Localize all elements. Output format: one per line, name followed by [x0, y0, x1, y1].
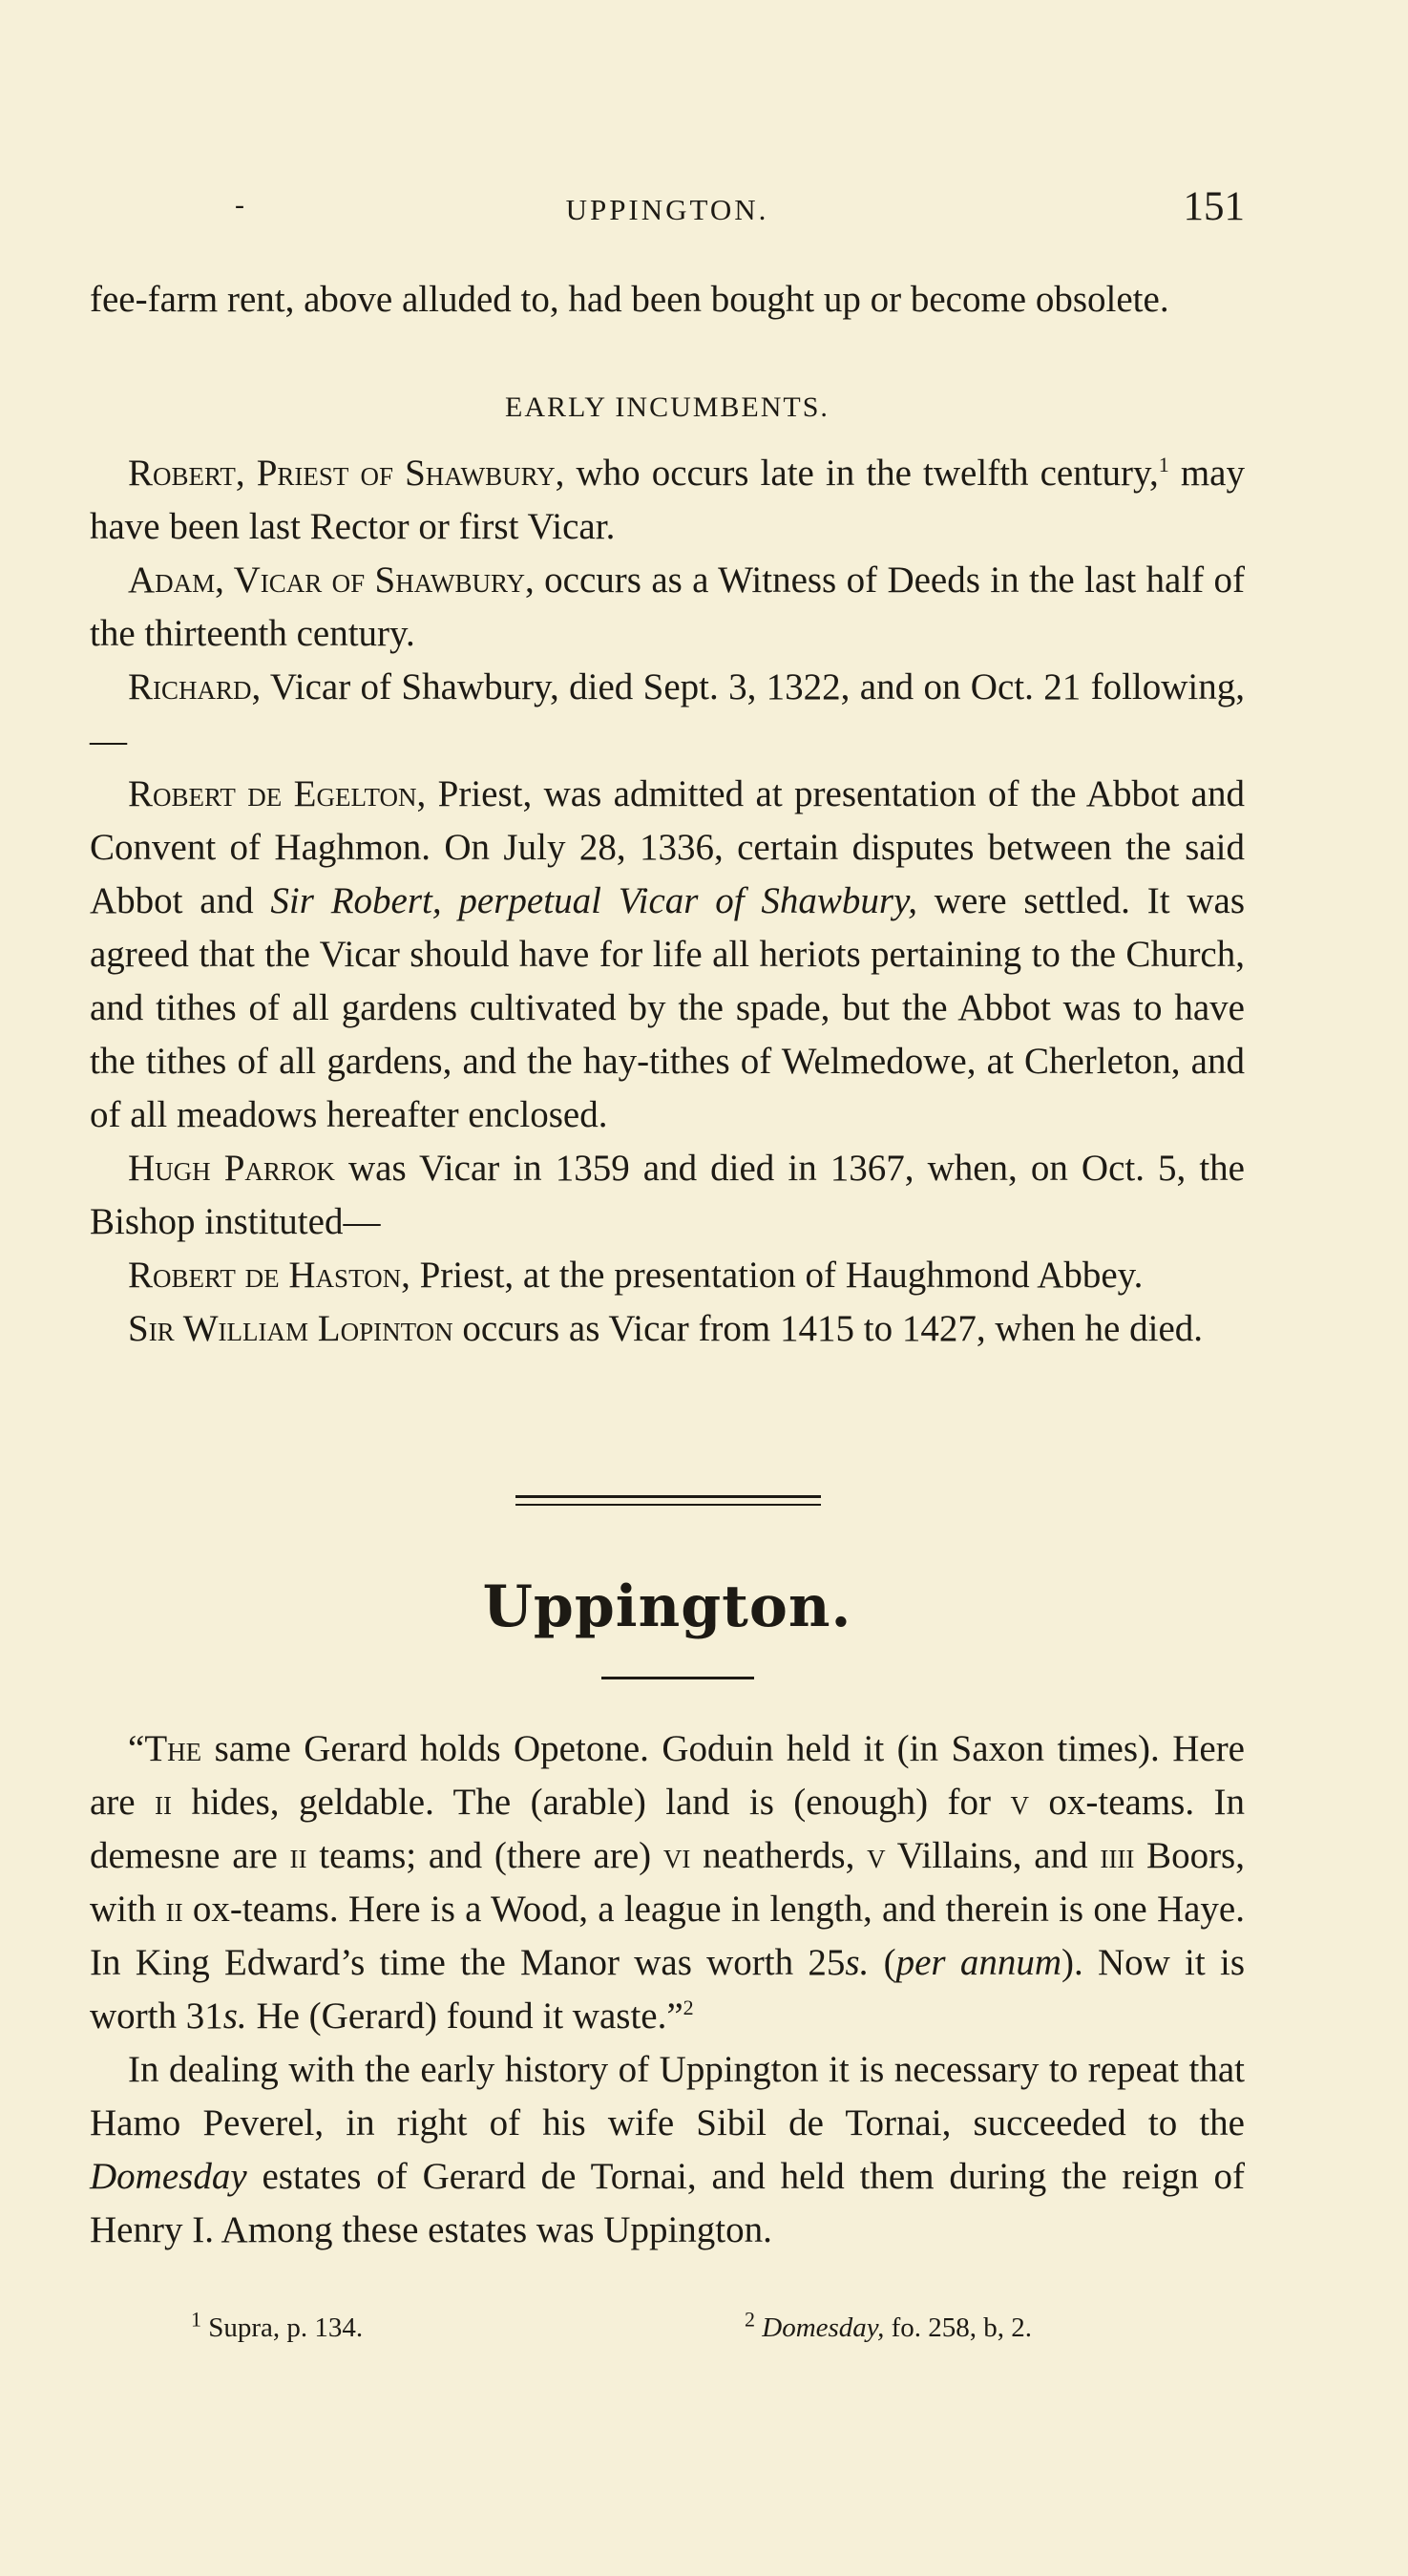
quote-text: same Gerard holds Opetone. Goduin held it (in Saxon times). Here are [90, 1728, 1245, 1823]
italic-text: Domesday [90, 2156, 247, 2197]
incumbent-entry [90, 1249, 1245, 1302]
incumbent-name: Adam, Vicar of Shawbury, [128, 560, 535, 601]
entry-text: Priest, at the presentation of Haughmond Abbey. [410, 1255, 1144, 1296]
entry-text: was Vicar in 1359 and died in 1367, when, on Oct. 5, the Bishop instituted— [90, 1148, 1245, 1242]
running-title: UPPINGTON. [565, 193, 769, 226]
entry-text: may have been last Rector or first Vicar. [90, 453, 1245, 547]
footnote-1 [191, 2307, 364, 2344]
footnote-mark: 1 [191, 2307, 201, 2332]
entry-text: occurs as Vicar from 1415 to 1427, when he died. [452, 1308, 1204, 1349]
quote-text: He (Gerard) found it waste.” [246, 1995, 683, 2037]
footnote-mark: 2 [745, 2307, 755, 2332]
italic-text: per annum [895, 1942, 1061, 1983]
domesday-quote [90, 1722, 1245, 2257]
quote-text: ox-teams. Here is a Wood, a league in length, and therein is one Haye. In King Edward’s time the Manor was worth 25 [90, 1889, 1245, 1983]
quote-text: Boors, with [90, 1835, 1245, 1930]
early-incumbents-heading: EARLY INCUMBENTS. [505, 391, 830, 423]
history-paragraph [90, 2043, 1245, 2257]
roman-numeral: ii [289, 1835, 307, 1876]
lead-word: The [144, 1728, 202, 1769]
incumbent-entry [90, 1302, 1245, 1356]
incumbent-name: Robert, Priest of Shawbury, [128, 453, 565, 494]
roman-numeral: ii [165, 1889, 183, 1930]
roman-numeral: v [1010, 1782, 1029, 1823]
quote-text: teams; and (there are) [306, 1835, 663, 1876]
footnote-text: Supra, p. 134. [201, 2312, 364, 2343]
quote-text: Villains, and [885, 1835, 1101, 1876]
footnote-2 [745, 2307, 1032, 2344]
incumbent-entry [90, 768, 1245, 1142]
footnote-text: fo. 258, b, 2. [884, 2312, 1032, 2343]
footnote-ref: 1 [1158, 453, 1169, 476]
section-title: Uppington. [482, 1573, 852, 1640]
continuation-paragraph [90, 273, 1245, 327]
paragraph-text: In dealing with the early history of Uppington it is necessary to repeat that Hamo Peverel, in right of his wife Sibil de Tornai, succeeded to the [90, 2049, 1245, 2143]
incumbent-name: Robert de Egelton, [128, 773, 427, 814]
incumbent-entry [90, 447, 1245, 554]
paragraph-text: fee-farm rent, above alluded to, had been bought up or become obsolete. [90, 279, 1169, 320]
running-head [90, 184, 1245, 235]
entry-text: Priest, was admitted at presentation of the Abbot and Convent of Haghmon. On July 28, 1336, certain disputes between the said Abbot and [90, 773, 1245, 921]
entry-text: were settled. It was agreed that the Vicar should have for life all heriots pertaining to the Church, and tithes of all gardens cultivated by the spade, but the Abbot was to have the tithes of all gardens, and the hay-tithes of Welmedowe, at Cherleton, and of all meadows hereafter enclosed. [90, 880, 1246, 1135]
incumbent-name: Richard, [128, 666, 262, 707]
roman-numeral: vi [662, 1835, 691, 1876]
incumbent-entry [90, 554, 1245, 661]
italic-text: s. [222, 1995, 247, 2037]
incumbents-list [90, 447, 1245, 1356]
quote-text: neatherds, [690, 1835, 868, 1876]
incumbent-name: Sir William Lopinton [128, 1308, 453, 1349]
paragraph-text: estates of Gerard de Tornai, and held them during the reign of Henry I. Among these estates was Uppington. [90, 2156, 1245, 2250]
quote-text: ). Now it is worth 31 [90, 1942, 1245, 2037]
quote-text: ox-teams. In demesne are [90, 1782, 1245, 1876]
incumbent-entry [90, 661, 1245, 768]
italic-text: Sir Robert, perpetual Vicar of Shawbury, [270, 880, 917, 921]
incumbent-name: Robert de Haston, [128, 1255, 410, 1296]
section-divider [515, 1495, 821, 1506]
roman-numeral: ii [155, 1782, 173, 1823]
incumbent-name: Hugh Parrok [128, 1148, 335, 1189]
quote-paragraph [90, 1722, 1245, 2043]
open-quote: “ [128, 1728, 145, 1769]
page-number: 151 [1183, 184, 1245, 229]
quote-text: hides, geldable. The (arable) land is (enough) for [172, 1782, 1011, 1823]
italic-text: Domesday, [755, 2312, 885, 2343]
quote-text: ( [869, 1942, 896, 1983]
italic-text: s. [845, 1942, 870, 1983]
roman-numeral: iiii [1100, 1835, 1135, 1876]
footnote-ref: 2 [683, 1995, 694, 2019]
incumbent-entry [90, 1142, 1245, 1249]
stray-mark: - [235, 189, 244, 221]
entry-text: Vicar of Shawbury, died Sept. 3, 1322, and on Oct. 21 following,— [90, 666, 1245, 761]
title-underline [601, 1677, 754, 1679]
roman-numeral: v [867, 1835, 886, 1876]
entry-text: occurs as a Witness of Deeds in the last half of the thirteenth century. [90, 560, 1246, 654]
entry-text: who occurs late in the twelfth century, [564, 453, 1159, 494]
